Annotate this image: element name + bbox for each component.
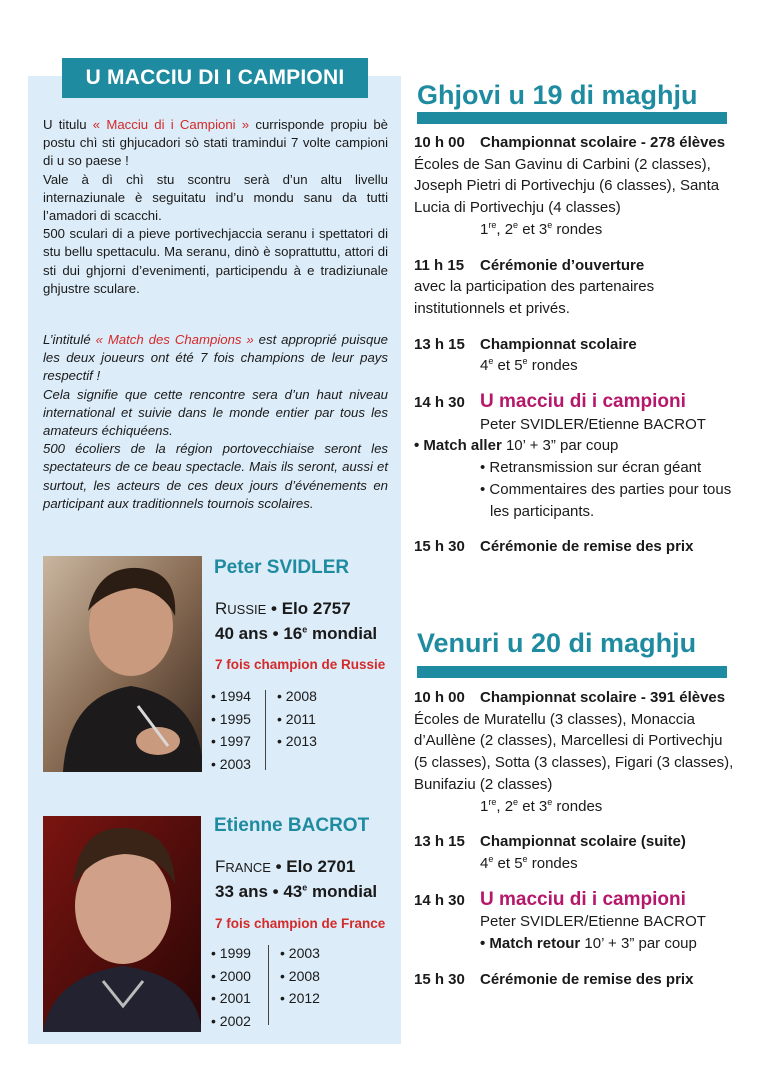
divider <box>265 690 266 770</box>
bacrot-country-elo: FRANCE • Elo 2701 <box>215 857 356 876</box>
svidler-years-left: • 1994 • 1995 • 1997 • 2003 <box>211 688 251 772</box>
day1-event-2: 11 h 15 Cérémonie d’ouverture <box>414 256 645 274</box>
player-name-svidler: Peter SVIDLER <box>214 557 350 578</box>
divider <box>268 945 269 1025</box>
day2-event-4: 15 h 30 Cérémonie de remise des prix <box>414 970 694 988</box>
day2-heading: Venuri u 20 di maghju <box>417 628 697 658</box>
bacrot-photo <box>43 816 201 1032</box>
page-title: U MACCIU DI I CAMPIONI <box>62 58 368 98</box>
corsican-text: U titulu « Macciu di i Campioni » currisponde propiu bè postu chì sti ghjucadori sò stati tramindui 7 volte campioni di u so paese ! Vale à dì chì stu scontru serà d’un altu livellu internaziunale è seguitatu ind’u mondu sanu da tutti l’amadori di scacchi. 500 sculari di a pieve portivechjaccia seranu i spettatori di stu bellu spettaculu. Ma seranu, dinò è soprattuttu, attori di sti dui ghjorni d’evenimenti, participendu à e tradiziunale ghjustre sculare. <box>43 117 388 296</box>
day1-event-3: 13 h 15 Championnat scolaire <box>414 335 637 353</box>
bacrot-champion: 7 fois champion de France <box>215 916 386 931</box>
svidler-country-elo: RUSSIE • Elo 2757 <box>215 599 351 618</box>
day2-event-1: 10 h 00 Championnat scolaire - 391 élèves <box>414 689 726 706</box>
svidler-champion: 7 fois champion de Russie <box>215 657 386 672</box>
day1-rule <box>417 112 727 124</box>
svidler-photo <box>43 556 202 772</box>
bacrot-age-rank: 33 ans • 43e mondial <box>215 882 378 901</box>
day2-event-2: 13 h 15 Championnat scolaire (suite) <box>414 833 686 851</box>
day2-rule <box>417 666 727 678</box>
day1-event-1: 10 h 00 Championnat scolaire - 278 élèves <box>414 134 726 151</box>
svidler-years-right: • 2008 • 2011 • 2013 <box>277 688 317 749</box>
day1-event-5: 15 h 30 Cérémonie de remise des prix <box>414 538 694 556</box>
bacrot-years-right: • 2003 • 2008 • 2012 <box>280 945 320 1006</box>
day2-schedule: 10 h 00 Championnat scolaire - 391 élèves Écoles de Muratellu (3 classes), Monaccia d’Aullène (2 classes), Marcellesi di Portivechju (5 classes), Sotta (3 classes), Figari (3 classes), Bunifaziu (2 classes) 1re, 2e et 3e rondes 13 h 15 Championnat scolaire (suite) 4e et 5e rondes 14 h 30 U macciu di i campioni Peter SVIDLER/Etienne BACROT • Match retour 10’ + 3” par coup 15 h 30 Cérémonie de remise des prix <box>414 687 734 990</box>
day1-schedule: 10 h 00 Championnat scolaire - 278 élèves Écoles de San Gavinu di Carbini (2 classes), Joseph Pietri di Portivechju (6 classes), Santa Lucia di Portivechju (4 classes) 1re, 2e et 3e rondes 11 h 15 Cérémonie d’ouverture avec la participation des partenaires institutionnels et privés. 13 h 15 Championnat scolaire 4e et 5e rondes 14 h 30 U macciu di i campioni Peter SVIDLER/Etienne BACROT • Match aller 10’ + 3” par coup • Retransmission sur écran géant • Commentaires des parties pour tous les participants. 15 h 30 Cérémonie de remise des prix <box>414 132 734 558</box>
player-name-bacrot: Etienne BACROT <box>214 815 370 836</box>
svidler-age-rank: 40 ans • 16e mondial <box>215 624 378 643</box>
bacrot-years-left: • 1999 • 2000 • 2001 • 2002 <box>211 945 251 1029</box>
day1-event-4: 14 h 30 U macciu di i campioni <box>414 391 686 413</box>
day2-event-3: 14 h 30 U macciu di i campioni <box>414 888 686 910</box>
french-text: L’intitulé « Match des Champions » est approprié puisque les deux joueurs ont été 7 fois champions de leur pays respectif ! Cela signifie que cette rencontre sera d’un haut niveau international et suivie dans le monde entier par tous les amateurs échiquéens. 500 écoliers de la région portovecchiaise seront les spectateurs de ce beau spectacle. Mais ils seront, aussi et surtout, les acteurs de ces deux jours d’événements en participant aux traditionnels tournois scolaires. <box>43 332 389 511</box>
day1-heading: Ghjovi u 19 di maghju <box>417 80 698 110</box>
